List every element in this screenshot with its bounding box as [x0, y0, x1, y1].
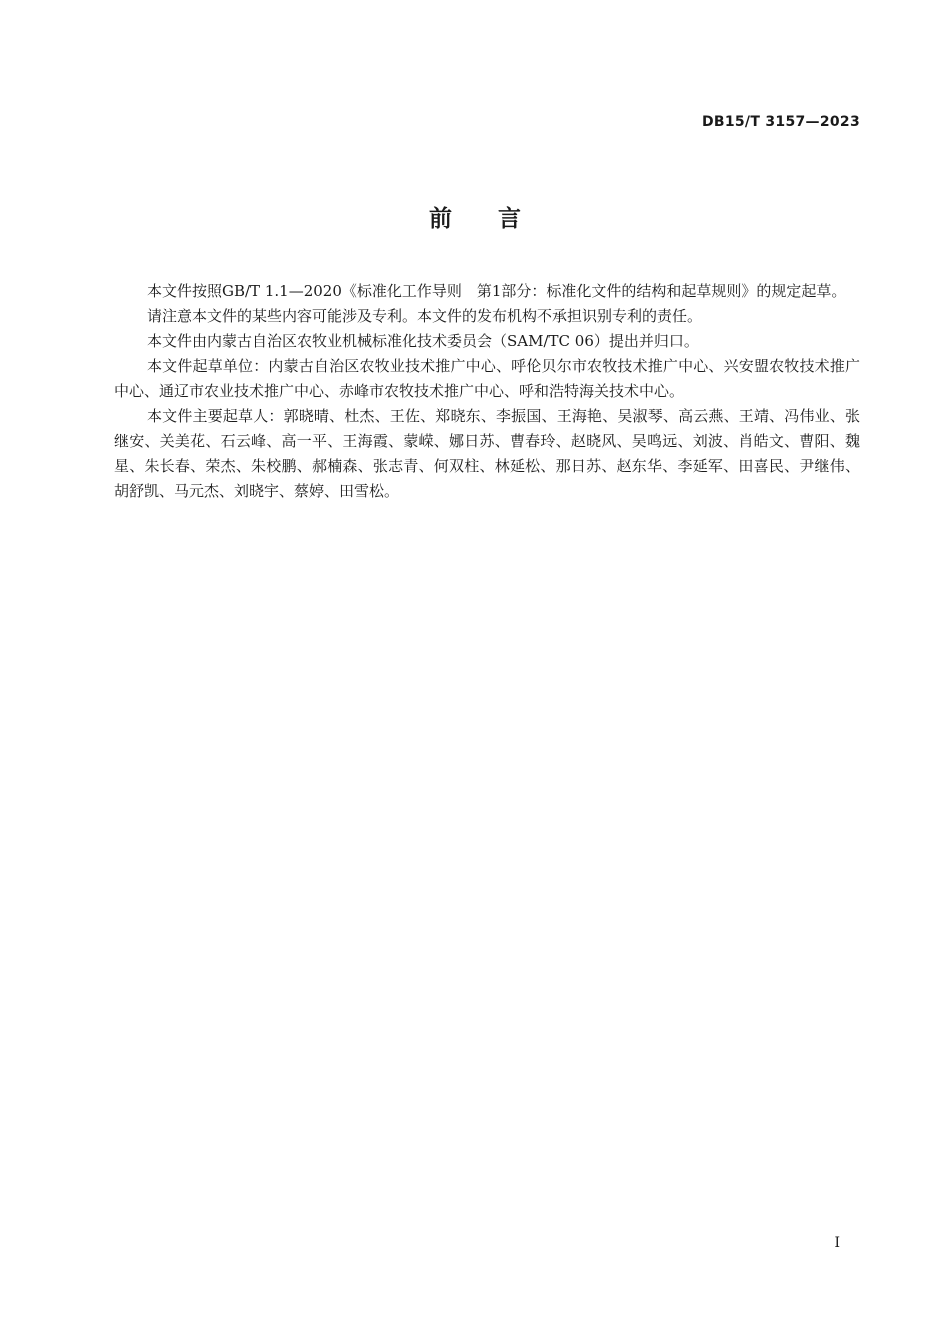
page-number: I — [834, 1235, 840, 1251]
paragraph-drafting-units: 本文件起草单位：内蒙古自治区农牧业技术推广中心、呼伦贝尔市农牧技术推广中心、兴安盟农牧技术推广中心、通辽市农业技术推广中心、赤峰市农牧技术推广中心、呼和浩特海关技术中心。 — [114, 357, 860, 400]
page-title: 前言 — [429, 206, 567, 232]
document-code: DB15/T 3157—2023 — [701, 114, 860, 130]
paragraph-proposer: 本文件由内蒙古自治区农牧业机械标准化技术委员会（SAM/TC 06）提出并归口。 — [147, 332, 699, 350]
foreword-body — [114, 279, 860, 504]
paragraph-drafting-rules: 本文件按照GB/T 1.1—2020《标准化工作导则 第1部分：标准化文件的结构和起草规则》的规定起草。 — [147, 282, 847, 300]
paragraph-patent-notice: 请注意本文件的某些内容可能涉及专利。本文件的发布机构不承担识别专利的责任。 — [147, 307, 703, 325]
paragraph-drafters: 本文件主要起草人：郭晓晴、杜杰、王佐、郑晓东、李振国、王海艳、吴淑琴、高云燕、王靖、冯伟业、张继安、关美花、石云峰、高一平、王海霞、蒙嵘、娜日苏、曹春玲、赵晓风、吴鸣远、刘波、肖皓文、曹阳、魏星、朱长春、荣杰、朱校鹏、郝楠森、张志青、何双柱、林延松、那日苏、赵东华、李延军、田喜民、尹继伟、胡舒凯、马元杰、刘晓宇、蔡婷、田雪松。 — [114, 407, 860, 500]
